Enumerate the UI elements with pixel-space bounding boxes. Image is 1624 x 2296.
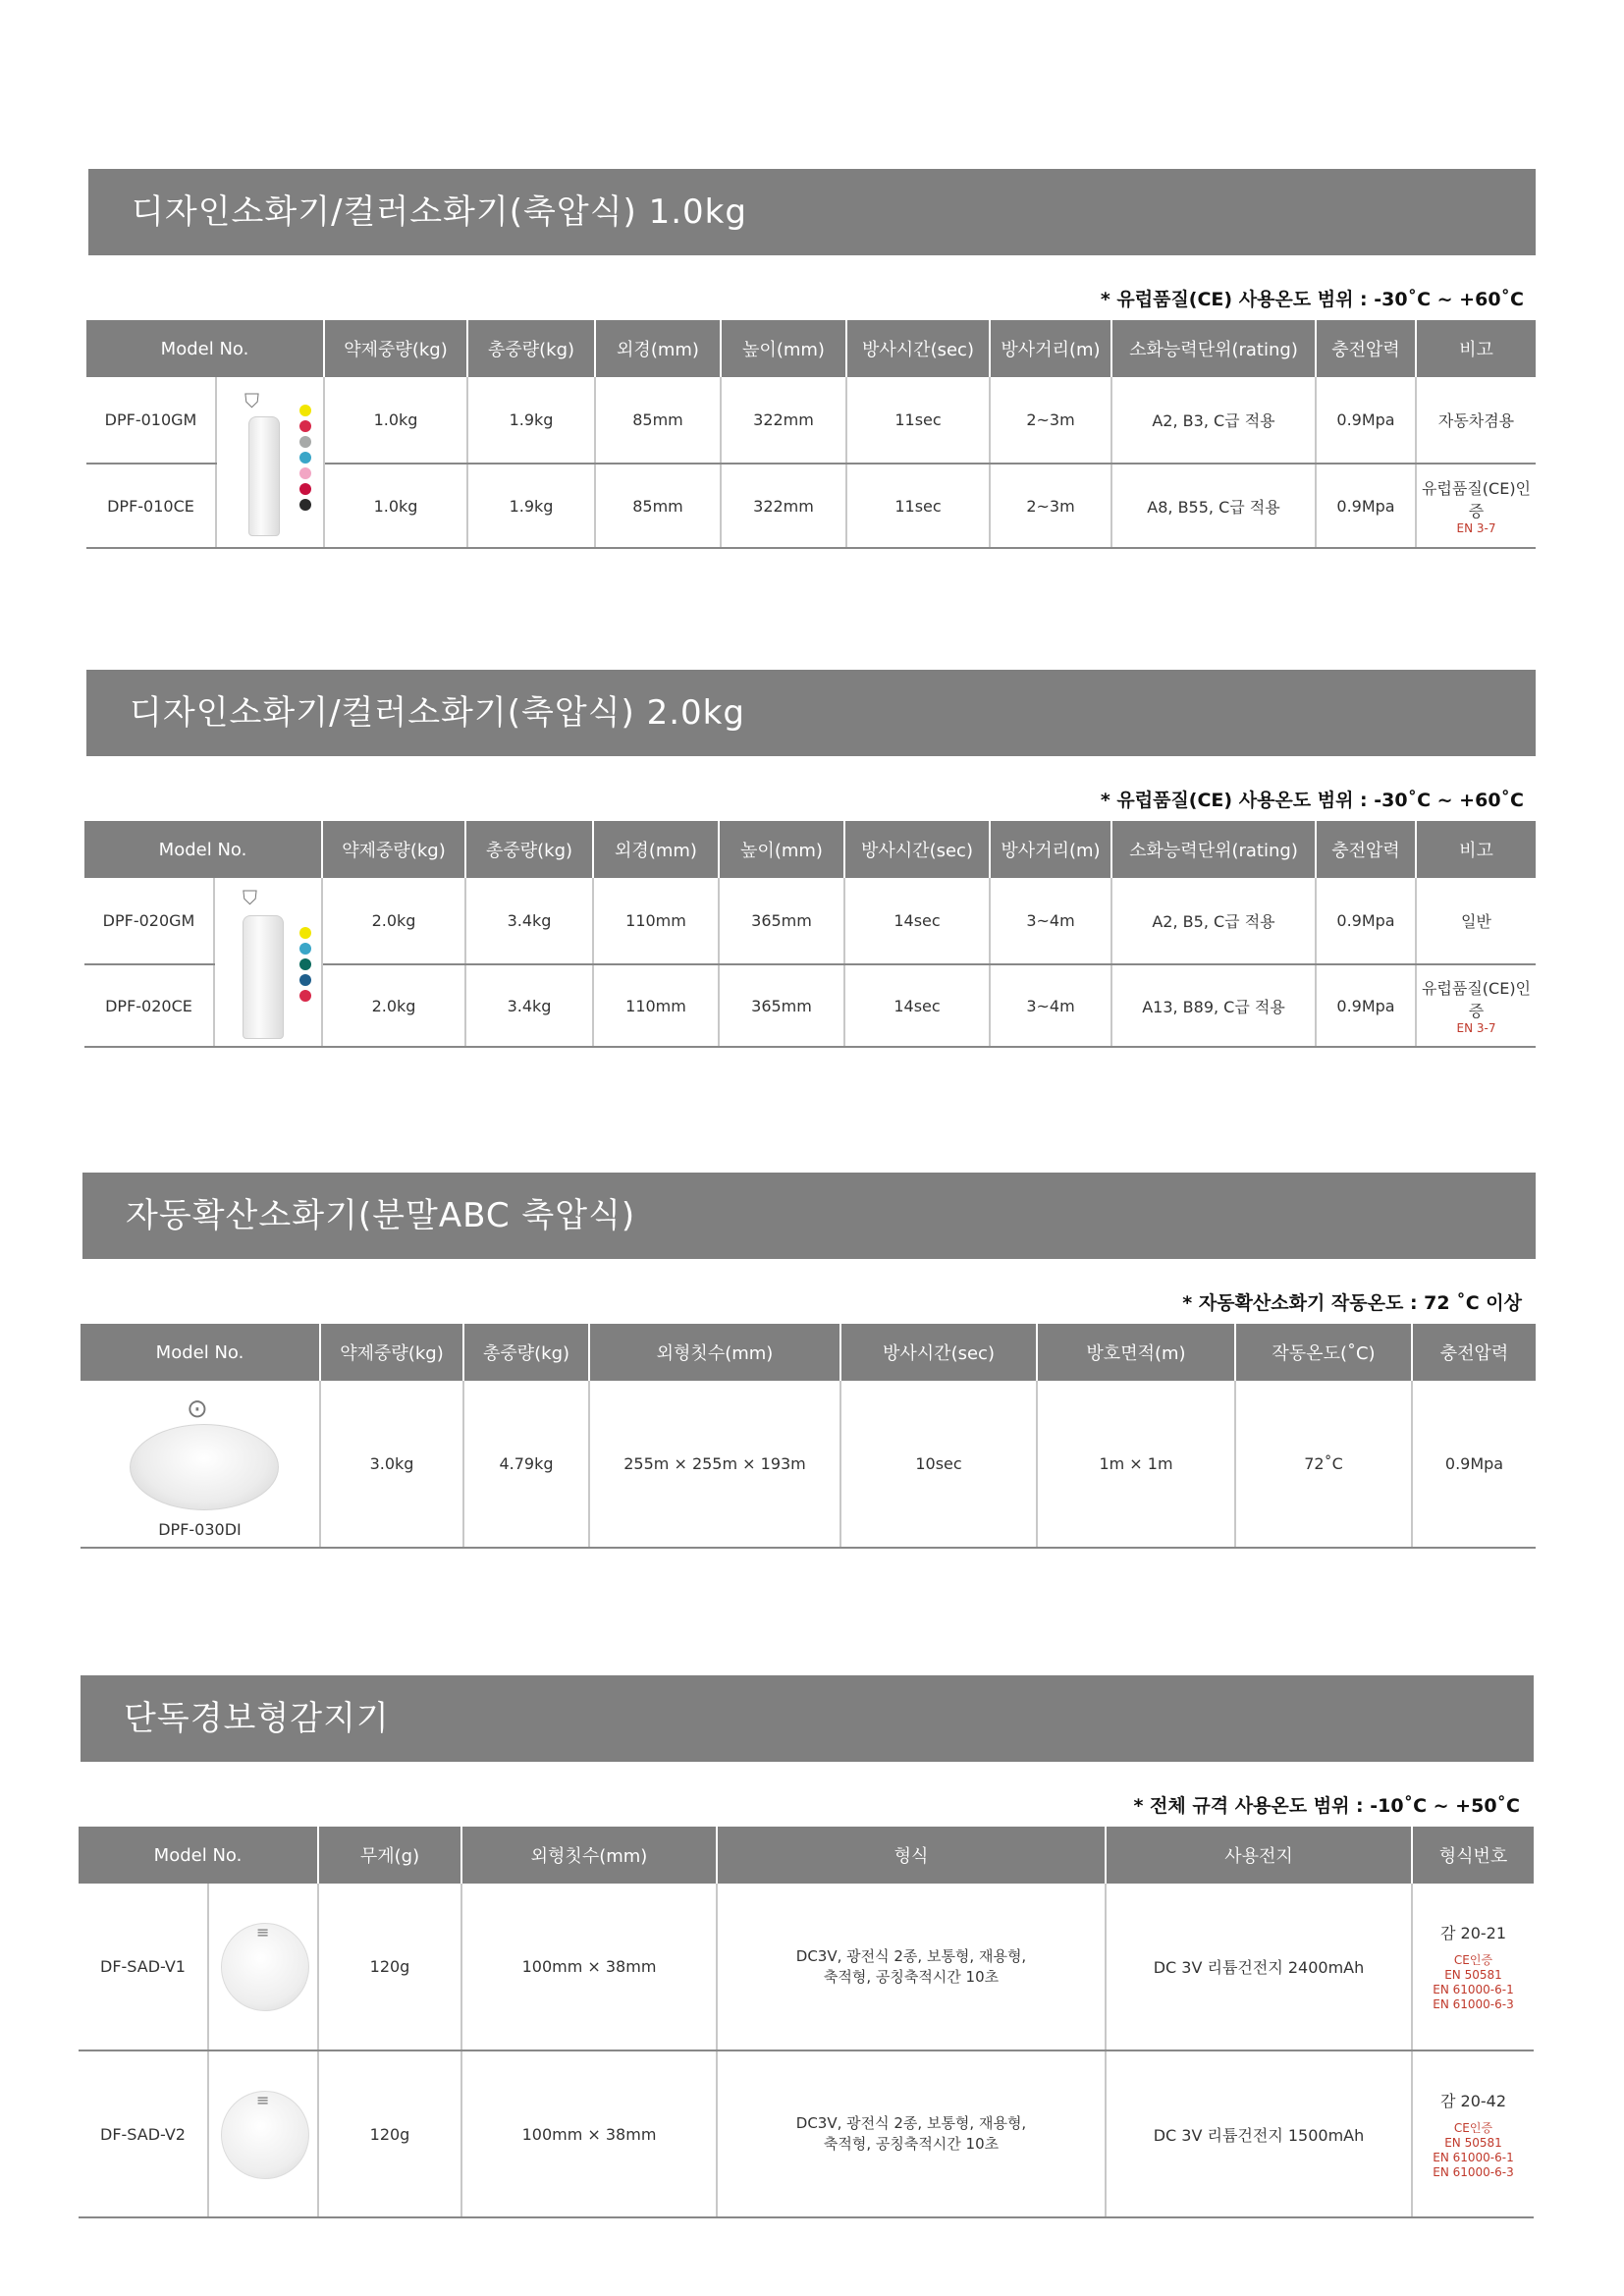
rating-cell: A2, B5, C급 적용 (1111, 878, 1316, 964)
diameter-cell: 110mm (593, 878, 719, 964)
header-discharge-range: 방사거리(m) (990, 320, 1111, 377)
header-rating: 소화능력단위(rating) (1111, 821, 1316, 878)
detector-indicator-icon: ≡ (256, 1923, 270, 1941)
rating-cell: A2, B3, C급 적용 (1111, 377, 1316, 464)
color-swatch (299, 467, 311, 479)
header-weight: 무게(g) (318, 1827, 461, 1884)
type-number-cell (1412, 1884, 1534, 2050)
height-cell: 365mm (719, 964, 844, 1047)
section-3-note: * 자동확산소화기 작동온도 : 72 ˚C 이상 (1182, 1292, 1522, 1314)
time-cell: 10sec (840, 1381, 1037, 1548)
pressure-cell: 0.9Mpa (1316, 878, 1416, 964)
header-model: Model No. (79, 1827, 318, 1884)
header-model: Model No. (84, 821, 322, 878)
color-swatch (299, 420, 311, 432)
header-remark: 비고 (1416, 320, 1536, 377)
type-cell (717, 2050, 1106, 2217)
header-model: Model No. (81, 1324, 320, 1381)
section-4-table (79, 1827, 1534, 2218)
remark-standard: EN 3-7 (1456, 520, 1496, 535)
total-weight-cell: 4.79kg (463, 1381, 589, 1548)
cert-standard: EN 61000-6-1 (1433, 1983, 1514, 1996)
color-swatch (299, 974, 311, 986)
header-total-weight: 총중량(kg) (467, 320, 595, 377)
model-cell: DPF-020CE (84, 964, 214, 1047)
agent-weight-cell: 2.0kg (322, 878, 465, 964)
diameter-cell: 85mm (595, 377, 721, 464)
dimensions-cell: 255m × 255m × 193m (589, 1381, 840, 1548)
pressure-cell: 0.9Mpa (1316, 377, 1416, 464)
cert-label: CE인증 (1453, 1953, 1493, 1967)
weight-cell: 120g (318, 2050, 461, 2217)
section-1-header-row (86, 320, 1536, 377)
section-1-title: 디자인소화기/컬러소화기(축압식) 1.0kg (88, 169, 1536, 255)
product-image-cell (208, 1884, 318, 2050)
remark-cell: 자동차겸용 (1416, 377, 1536, 464)
section-3-title: 자동확산소화기(분말ABC 축압식) (82, 1173, 1536, 1259)
header-height: 높이(mm) (719, 821, 844, 878)
header-diameter: 외경(mm) (593, 821, 719, 878)
remark-cell (1416, 964, 1536, 1047)
diameter-cell: 85mm (595, 464, 721, 548)
header-agent-weight: 약제중량(kg) (320, 1324, 463, 1381)
time-cell: 14sec (844, 964, 990, 1047)
total-weight-cell: 1.9kg (467, 377, 595, 464)
header-protection-area: 방호면적(m) (1037, 1324, 1235, 1381)
pressure-cell: 0.9Mpa (1316, 464, 1416, 548)
table-row (79, 2050, 1534, 2217)
header-discharge-time: 방사시간(sec) (844, 821, 990, 878)
product-image-cell (214, 878, 322, 1047)
color-swatch (299, 483, 311, 495)
header-agent-weight: 약제중량(kg) (322, 821, 465, 878)
header-pressure: 충전압력 (1316, 320, 1416, 377)
pressure-cell: 0.9Mpa (1412, 1381, 1536, 1548)
model-label: DPF-030DI (158, 1520, 242, 1539)
type-number: 감 20-21 (1439, 1924, 1507, 1942)
section-4-header-row (79, 1827, 1534, 1884)
header-height: 높이(mm) (721, 320, 846, 377)
header-dimensions: 외형칫수(mm) (461, 1827, 717, 1884)
type-line-2: 축적형, 공칭축적시간 10초 (823, 2135, 1000, 2153)
header-agent-weight: 약제중량(kg) (324, 320, 467, 377)
time-cell: 11sec (846, 377, 990, 464)
type-cell (717, 1884, 1106, 2050)
color-swatch (299, 927, 311, 939)
color-swatches (299, 405, 311, 515)
remark-text: 유럽품질(CE)인증 (1421, 478, 1532, 520)
product-image-cell (81, 1381, 320, 1548)
header-rating: 소화능력단위(rating) (1111, 320, 1316, 377)
color-swatch (299, 405, 311, 416)
dimensions-cell: 100mm × 38mm (461, 2050, 717, 2217)
temp-cell: 72˚C (1235, 1381, 1412, 1548)
cert-label: CE인증 (1453, 2120, 1493, 2135)
remark-cell (1416, 464, 1536, 548)
cert-standard: EN 61000-6-3 (1433, 2164, 1514, 2179)
section-1-table (86, 320, 1536, 549)
rating-cell: A13, B89, C급 적용 (1111, 964, 1316, 1047)
rating-cell: A8, B55, C급 적용 (1111, 464, 1316, 548)
cert-standard: EN 61000-6-1 (1433, 2150, 1514, 2164)
section-4-title: 단독경보형감지기 (81, 1675, 1534, 1762)
header-operating-temp: 작동온도(˚C) (1235, 1324, 1412, 1381)
type-number-cell (1412, 2050, 1534, 2217)
range-cell: 3~4m (990, 964, 1111, 1047)
gauge-icon: ⊙ (187, 1394, 208, 1424)
diameter-cell: 110mm (593, 964, 719, 1047)
agent-weight-cell: 1.0kg (324, 464, 467, 548)
cert-standard: EN 50581 (1444, 1968, 1502, 1982)
dimensions-cell: 100mm × 38mm (461, 1884, 717, 2050)
table-row (79, 1884, 1534, 2050)
area-cell: 1m × 1m (1037, 1381, 1235, 1548)
model-cell: DF-SAD-V1 (79, 1884, 208, 2050)
total-weight-cell: 3.4kg (465, 964, 593, 1047)
time-cell: 14sec (844, 878, 990, 964)
header-total-weight: 총중량(kg) (465, 821, 593, 878)
color-swatch (299, 943, 311, 955)
total-weight-cell: 1.9kg (467, 464, 595, 548)
product-image-cell (216, 377, 324, 548)
valve-icon: ⛉ (244, 389, 259, 412)
header-pressure: 충전압력 (1412, 1324, 1536, 1381)
color-swatch (299, 452, 311, 464)
cert-standard: EN 50581 (1444, 2135, 1502, 2150)
header-dimensions: 외형칫수(mm) (589, 1324, 840, 1381)
section-1-note: * 유럽품질(CE) 사용온도 범위 : -30˚C ~ +60˚C (1100, 289, 1524, 310)
color-swatch (299, 958, 311, 970)
remark-standard: EN 3-7 (1456, 1020, 1496, 1035)
color-swatch (299, 990, 311, 1002)
header-discharge-time: 방사시간(sec) (840, 1324, 1037, 1381)
table-row (84, 878, 1536, 964)
header-type: 형식 (717, 1827, 1106, 1884)
battery-cell: DC 3V 리튬건전지 1500mAh (1106, 2050, 1412, 2217)
header-type-number: 형식번호 (1412, 1827, 1534, 1884)
range-cell: 2~3m (990, 464, 1111, 548)
section-3-header-row (81, 1324, 1536, 1381)
remark-cell: 일반 (1416, 878, 1536, 964)
type-line-1: DC3V, 광전식 2종, 보통형, 재용형, (795, 2114, 1027, 2132)
section-2-title: 디자인소화기/컬러소화기(축압식) 2.0kg (86, 670, 1536, 756)
header-battery: 사용전지 (1106, 1827, 1412, 1884)
section-2-table (84, 821, 1536, 1048)
section-2-note: * 유럽품질(CE) 사용온도 범위 : -30˚C ~ +60˚C (1100, 790, 1524, 811)
detector-indicator-icon: ≡ (256, 2091, 270, 2109)
header-diameter: 외경(mm) (595, 320, 721, 377)
remark-text: 유럽품질(CE)인증 (1421, 978, 1532, 1020)
model-cell: DF-SAD-V2 (79, 2050, 208, 2217)
type-line-2: 축적형, 공칭축적시간 10초 (823, 1967, 1000, 1986)
total-weight-cell: 3.4kg (465, 878, 593, 964)
header-discharge-time: 방사시간(sec) (846, 320, 990, 377)
cert-standard: EN 61000-6-3 (1433, 1997, 1514, 2011)
extinguisher-image (239, 391, 298, 538)
agent-weight-cell: 2.0kg (322, 964, 465, 1047)
height-cell: 322mm (721, 464, 846, 548)
header-total-weight: 총중량(kg) (463, 1324, 589, 1381)
model-cell: DPF-010CE (86, 464, 216, 548)
color-swatch (299, 436, 311, 448)
valve-icon: ⛉ (243, 886, 257, 909)
auto-extinguisher-image (130, 1394, 277, 1512)
agent-weight-cell: 3.0kg (320, 1381, 463, 1548)
battery-cell: DC 3V 리튬건전지 2400mAh (1106, 1884, 1412, 2050)
weight-cell: 120g (318, 1884, 461, 2050)
height-cell: 365mm (719, 878, 844, 964)
model-cell: DPF-020GM (84, 878, 214, 964)
range-cell: 3~4m (990, 878, 1111, 964)
color-swatch (299, 499, 311, 511)
model-cell: DPF-010GM (86, 377, 216, 464)
time-cell: 11sec (846, 464, 990, 548)
table-row (81, 1381, 1536, 1548)
type-line-1: DC3V, 광전식 2종, 보통형, 재용형, (795, 1946, 1027, 1965)
header-remark: 비고 (1416, 821, 1536, 878)
agent-weight-cell: 1.0kg (324, 377, 467, 464)
section-4-note: * 전체 규격 사용온도 범위 : -10˚C ~ +50˚C (1133, 1795, 1520, 1817)
height-cell: 322mm (721, 377, 846, 464)
header-model: Model No. (86, 320, 324, 377)
header-discharge-range: 방사거리(m) (990, 821, 1111, 878)
table-row (86, 377, 1536, 464)
section-2-header-row (84, 821, 1536, 878)
section-3-table (81, 1324, 1536, 1549)
extinguisher-image (233, 888, 301, 1045)
range-cell: 2~3m (990, 377, 1111, 464)
header-pressure: 충전압력 (1316, 821, 1416, 878)
pressure-cell: 0.9Mpa (1316, 964, 1416, 1047)
product-image-cell (208, 2050, 318, 2217)
type-number: 감 20-42 (1439, 2091, 1507, 2110)
color-swatches (299, 927, 311, 1006)
